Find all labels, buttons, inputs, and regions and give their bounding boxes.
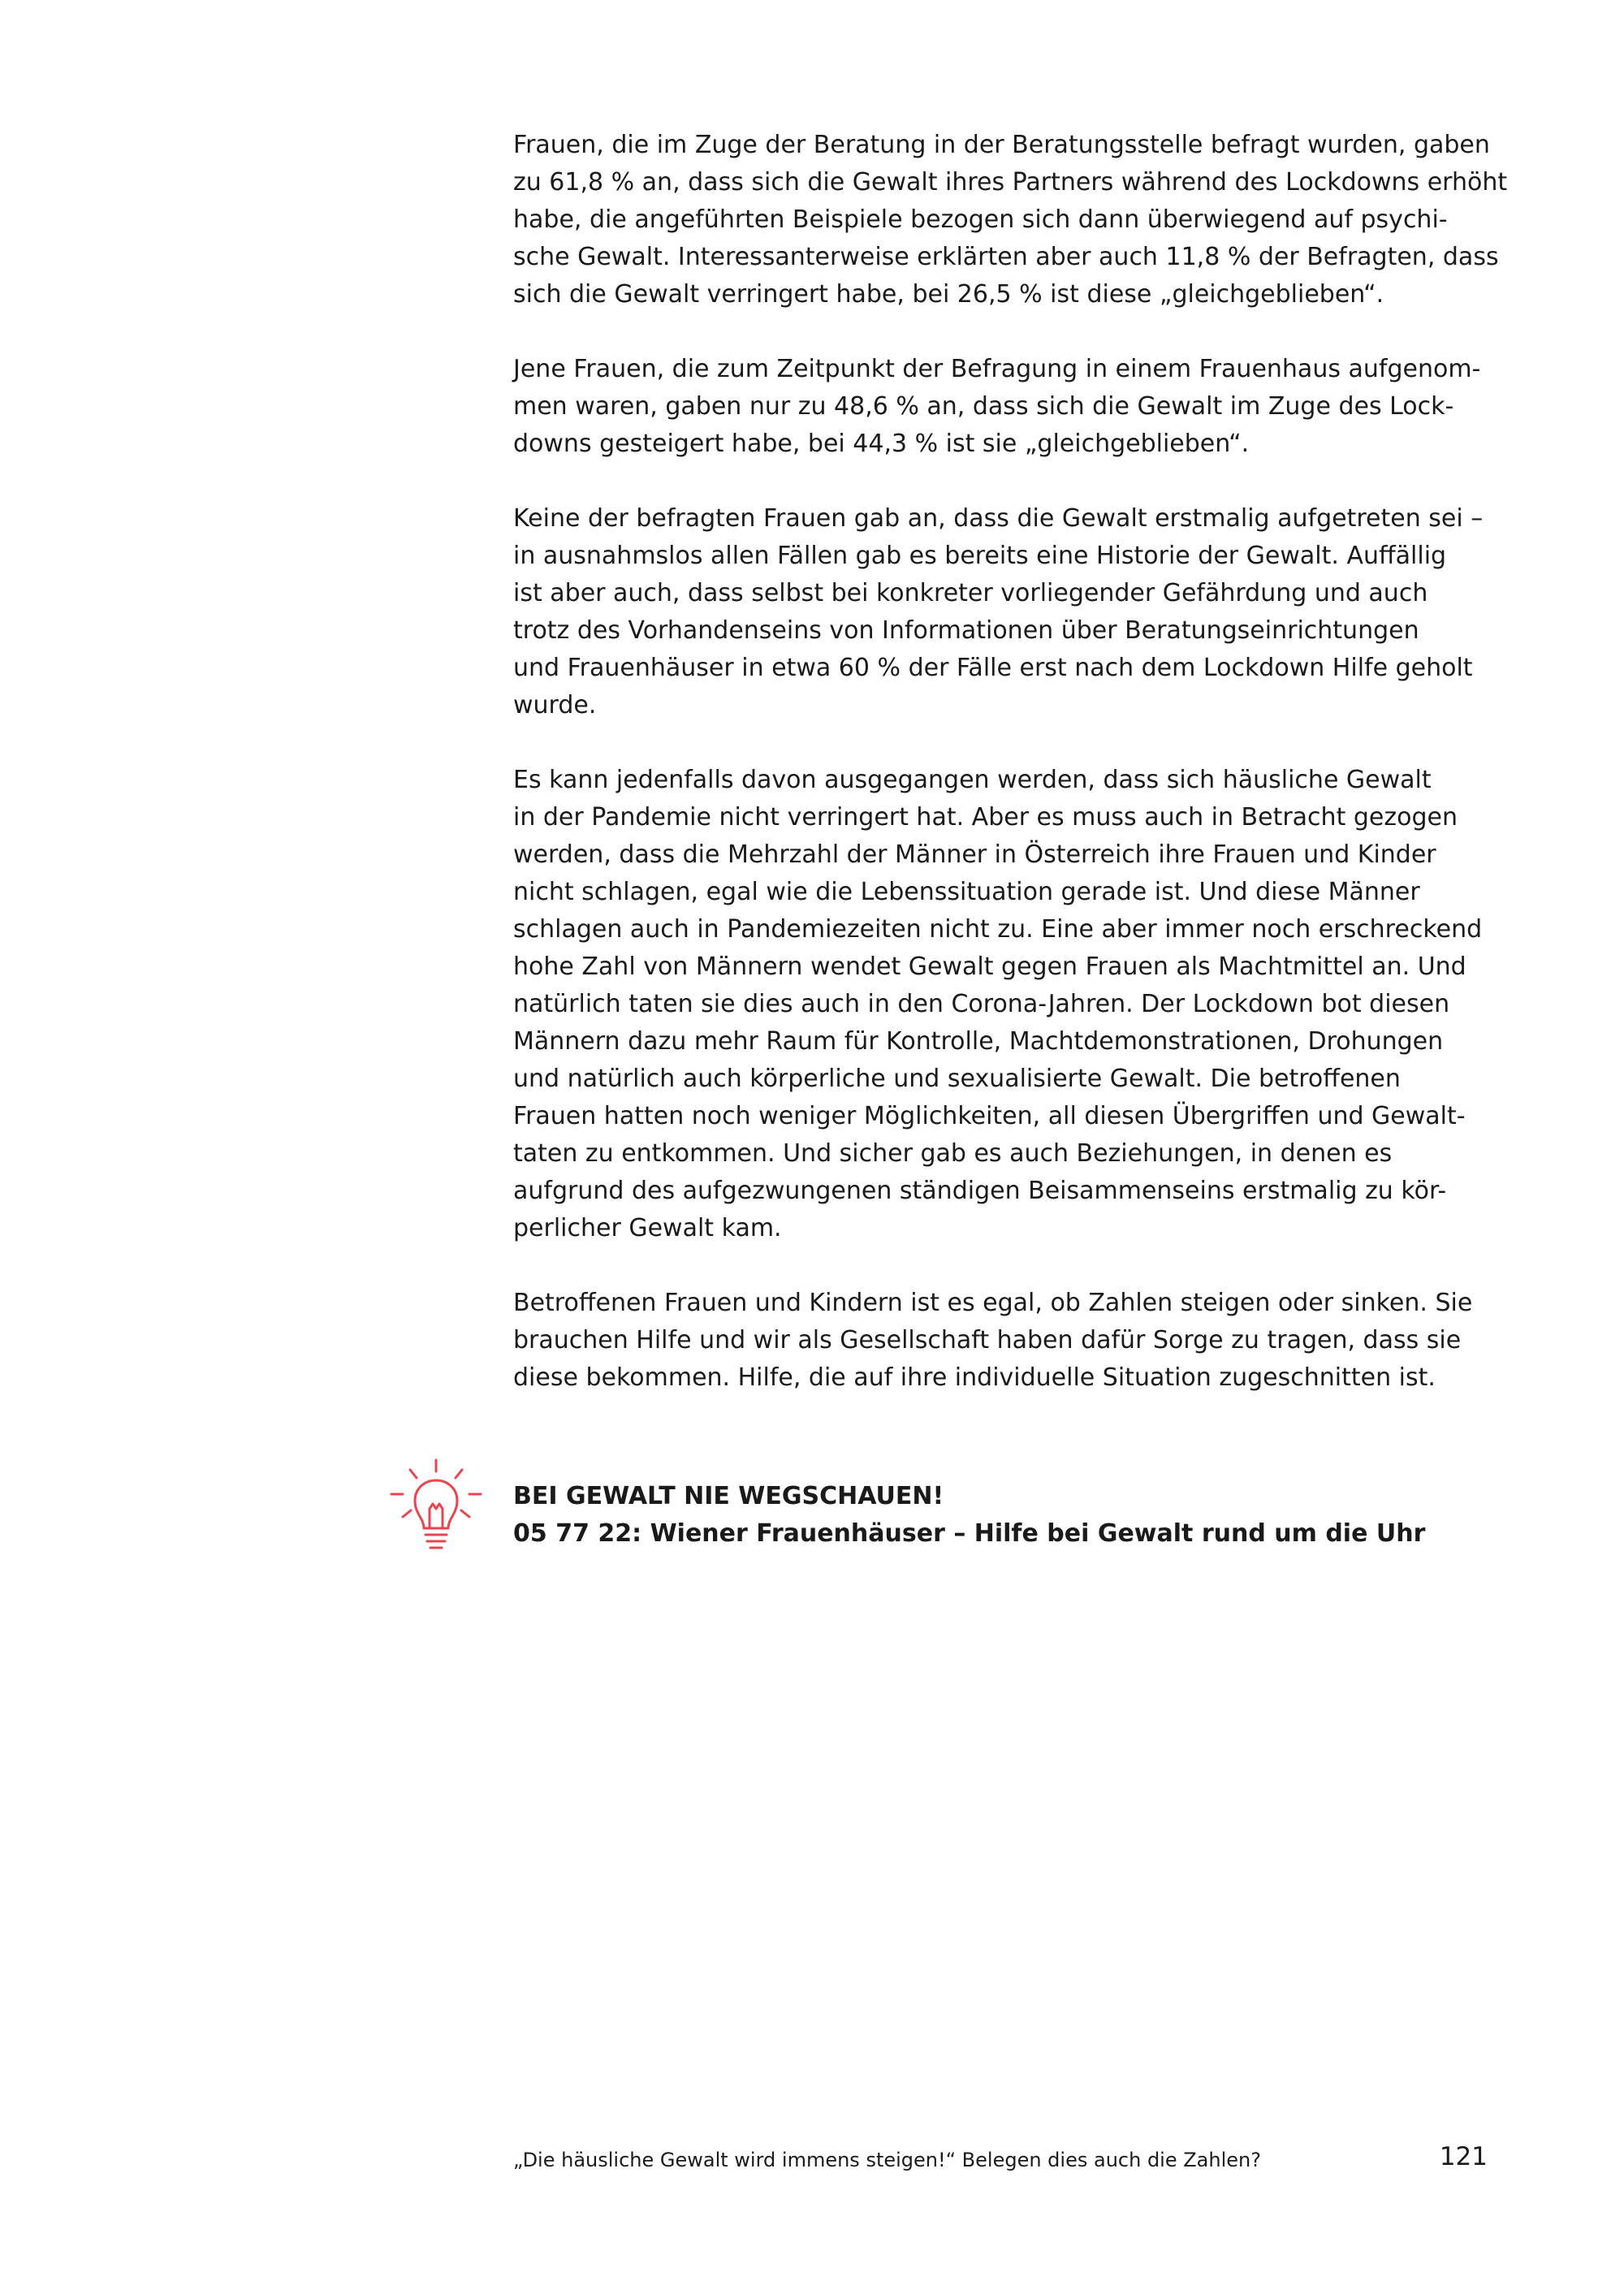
paragraph-3 [513, 500, 1488, 724]
text-line: Frauen hatten noch weniger Möglichkeiten, all diesen Übergriffen und Gewalt- [513, 1102, 1466, 1130]
callout-hotline: 05 77 22: Wiener Frauenhäuser – Hilfe bei Gewalt rund um die Uhr [513, 1519, 1426, 1548]
text-line: Es kann jedenfalls davon ausgegangen werden, dass sich häusliche Gewalt [513, 766, 1432, 794]
text-line: Betroffenen Frauen und Kindern ist es egal, ob Zahlen steigen oder sinken. Sie [513, 1289, 1473, 1317]
text-line: Männern dazu mehr Raum für Kontrolle, Machtdemonstrationen, Drohungen [513, 1027, 1444, 1056]
paragraph-5 [513, 1285, 1488, 1397]
page-footer [513, 2142, 1488, 2183]
text-line: hohe Zahl von Männern wendet Gewalt gegen Frauen als Machtmittel an. Und [513, 953, 1466, 981]
paragraph-2 [513, 351, 1488, 463]
text-line: taten zu entkommen. Und sicher gab es auch Beziehungen, in denen es [513, 1139, 1393, 1168]
text-line: in ausnahmslos allen Fällen gab es bereits eine Historie der Gewalt. Auffällig [513, 542, 1447, 570]
text-line: men waren, gaben nur zu 48,6 % an, dass sich die Gewalt im Zuge des Lock- [513, 392, 1454, 421]
body-text [513, 127, 1508, 1434]
text-line: schlagen auch in Pandemiezeiten nicht zu. Eine aber immer noch erschreckend [513, 915, 1483, 944]
text-line: Keine der befragten Frauen gab an, dass die Gewalt erstmalig aufgetreten sei – [513, 504, 1484, 533]
paragraph-4 [513, 762, 1488, 1247]
text-line: trotz des Vorhandenseins von Informationen über Beratungseinrichtungen [513, 616, 1419, 645]
text-line: diese bekommen. Hilfe, die auf ihre individuelle Situation zugeschnitten ist. [513, 1363, 1436, 1392]
text-line: Jene Frauen, die zum Zeitpunkt der Befragung in einem Frauenhaus aufgenom- [513, 355, 1481, 383]
text-line: und Frauenhäuser in etwa 60 % der Fälle erst nach dem Lockdown Hilfe geholt [513, 654, 1473, 682]
hotline-callout [388, 1458, 1525, 1572]
callout-text [513, 1478, 1425, 1553]
running-title: „Die häusliche Gewalt wird immens steigen!“ Belegen dies auch die Zahlen? [513, 2149, 1261, 2171]
text-line: aufgrund des aufgezwungenen ständigen Beisammenseins erstmalig zu kör- [513, 1177, 1447, 1205]
text-line: habe, die angeführten Beispiele bezogen sich dann überwiegend auf psychi- [513, 205, 1448, 234]
lightbulb-icon [388, 1458, 484, 1564]
text-line: wurde. [513, 691, 597, 719]
text-line: brauchen Hilfe und wir als Gesellschaft haben dafür Sorge zu tragen, dass sie [513, 1326, 1462, 1354]
page-number: 121 [1439, 2142, 1488, 2171]
text-line: downs gesteigert habe, bei 44,3 % ist sie „gleichgeblieben“. [513, 430, 1250, 458]
text-line: sche Gewalt. Interessanterweise erklärten aber auch 11,8 % der Befragten, dass [513, 243, 1499, 271]
text-line: sich die Gewalt verringert habe, bei 26,5 % ist diese „gleichgeblieben“. [513, 280, 1384, 309]
callout-heading: BEI GEWALT NIE WEGSCHAUEN! [513, 1482, 944, 1510]
paragraph-1 [513, 127, 1508, 313]
text-line: nicht schlagen, egal wie die Lebenssituation gerade ist. Und diese Männer [513, 878, 1420, 906]
text-line: zu 61,8 % an, dass sich die Gewalt ihres Partners während des Lockdowns erhöht [513, 168, 1508, 197]
text-line: Frauen, die im Zuge der Beratung in der Beratungsstelle befragt wurden, gaben [513, 131, 1490, 159]
text-line: und natürlich auch körperliche und sexualisierte Gewalt. Die betroffenen [513, 1065, 1401, 1093]
text-line: in der Pandemie nicht verringert hat. Aber es muss auch in Betracht gezogen [513, 803, 1458, 832]
text-line: perlicher Gewalt kam. [513, 1214, 782, 1242]
text-line: natürlich taten sie dies auch in den Corona-Jahren. Der Lockdown bot diesen [513, 990, 1450, 1018]
text-line: ist aber auch, dass selbst bei konkreter vorliegender Gefährdung und auch [513, 579, 1428, 607]
text-line: werden, dass die Mehrzahl der Männer in Österreich ihre Frauen und Kinder [513, 840, 1436, 869]
